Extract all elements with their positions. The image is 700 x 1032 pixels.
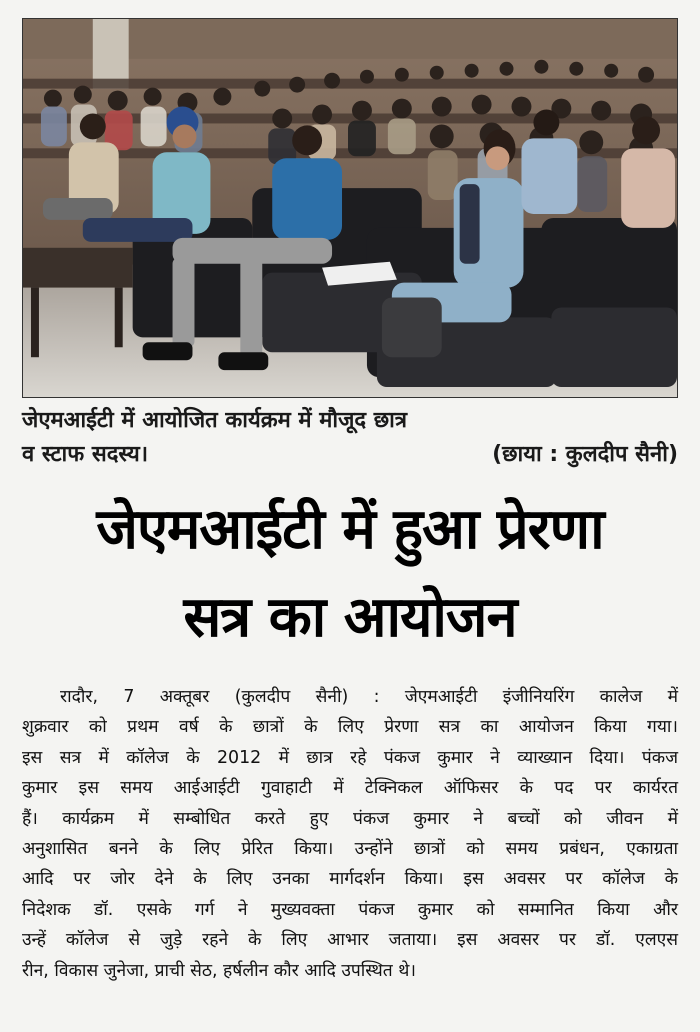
- body-line: उन्हें कॉलेज से जुड़े रहने के लिए आभार जताया। इस अवसर पर डॉ. एलएस: [22, 930, 678, 951]
- photo-caption: [22, 404, 678, 472]
- auditorium-illustration: [23, 19, 677, 397]
- caption-line-2: व स्टाफ सदस्य।: [22, 442, 149, 467]
- body-line: कुमार इस समय आईआईटी गुवाहाटी में टेक्निकल ऑफिसर के पद पर कार्यरत: [22, 778, 678, 799]
- body-line: अनुशासित बनने के लिए प्रेरित किया। उन्होंने छात्रों को समय प्रबंधन, एकाग्रता: [22, 839, 678, 860]
- headline-line-2: सत्र का आयोजन: [183, 585, 517, 650]
- body-line: रीन, विकास जुनेजा, प्राची सेठ, हर्षलीन कौर आदि उपस्थित थे।: [22, 960, 416, 981]
- caption-line-1: जेएमआईटी में आयोजित कार्यक्रम में मौजूद छात्र: [22, 408, 408, 433]
- body-line: इस सत्र में कॉलेज के 2012 में छात्र रहे पंकज कुमार ने व्याख्यान दिया। पंकज: [22, 747, 678, 768]
- body-line: हैं। कार्यक्रम में सम्बोधित करते हुए पंकज कुमार ने बच्चों को जीवन में: [22, 808, 678, 829]
- headline-line-1: जेएमआईटी में हुआ प्रेरणा: [96, 497, 604, 562]
- event-photo: [22, 18, 678, 398]
- body-line: शुक्रवार को प्रथम वर्ष के छात्रों के लिए प्रेरणा सत्र का आयोजन किया गया।: [22, 717, 678, 738]
- article-body: [22, 682, 678, 986]
- body-line: निदेशक डॉ. एसके गर्ग ने मुख्यवक्ता पंकज कुमार को सम्मानित किया और: [22, 899, 678, 920]
- article-headline: [10, 486, 690, 662]
- photo-credit: (छाया : कुलदीप सैनी): [492, 442, 678, 467]
- body-line: आदि पर जोर देने के लिए उनका मार्गदर्शन किया। इस अवसर पर कॉलेज के: [22, 869, 678, 890]
- body-line: रादौर, 7 अक्तूबर (कुलदीप सैनी) : जेएमआईटी इंजीनियरिंग कालेज में: [60, 687, 678, 707]
